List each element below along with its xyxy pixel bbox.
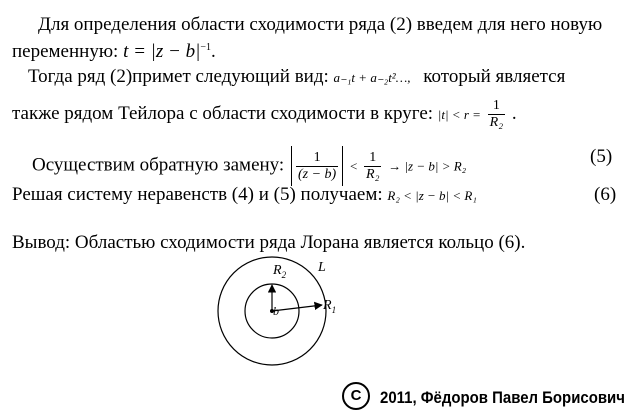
equation-number-6: (6) xyxy=(594,184,617,205)
paragraph-2-line-1 xyxy=(28,66,565,89)
fraction-denominator: R₂ xyxy=(489,115,504,130)
radius-r1-arrow xyxy=(272,305,322,311)
annulus-figure xyxy=(215,255,365,375)
paragraph-3-text: Осуществим обратную замену: xyxy=(32,154,285,176)
fraction-b-denominator: R₂ xyxy=(366,166,380,182)
abs-fraction xyxy=(296,150,338,183)
copyright-icon: C xyxy=(342,382,370,410)
fraction-numerator: 1 xyxy=(488,98,505,115)
annulus-inequality: R₂ < |z − b| < R₁ xyxy=(387,188,477,203)
less-than-sign: < xyxy=(349,158,358,174)
fraction-1-over-r2 xyxy=(488,98,505,131)
circle-condition-end: . xyxy=(511,102,517,124)
paragraph-2-text-c: также рядом Тейлора с области сходимости в круге: xyxy=(12,102,434,124)
fraction-1-over-r2-b xyxy=(364,150,381,183)
conclusion-line: Вывод: Областью сходимости ряда Лорана является кольцо (6). xyxy=(12,232,526,253)
paragraph-1-line-2 xyxy=(12,37,216,63)
paragraph-2-text-a: Тогда ряд (2)примет следующий вид: xyxy=(28,66,329,87)
abs-fraction-denominator: (z − b) xyxy=(297,166,337,182)
fraction-b-numerator: 1 xyxy=(364,150,381,167)
paragraph-1-line-1: Для определения области сходимости ряда (2) введем для него новую xyxy=(38,14,603,35)
abs-fraction-numerator: 1 xyxy=(296,150,338,167)
author-credit: 2011, Фёдоров Павел Борисович xyxy=(380,388,625,407)
paragraph-4-text: Решая систему неравенств (4) и (5) получаем: xyxy=(12,184,383,205)
paragraph-4-line xyxy=(12,184,477,207)
equation-number-5: (5) xyxy=(590,146,613,167)
inverse-result: → |z − b| > R₂ xyxy=(388,158,467,174)
paragraph-2-line-2 xyxy=(12,98,517,131)
label-b: b xyxy=(273,304,279,318)
paragraph-3-line xyxy=(32,146,466,186)
abs-bar-left xyxy=(291,146,292,186)
circle-condition: |t| < r = xyxy=(437,106,481,122)
formula-t: t = |z − b| xyxy=(123,41,201,62)
label-r2: $R_2$ xyxy=(273,263,287,280)
paragraph-1-text: переменную: xyxy=(12,41,119,62)
label-l: L xyxy=(318,260,326,275)
label-r1: $R_1$ xyxy=(323,298,337,315)
formula-t-end: . xyxy=(210,41,216,62)
series-formula: a₋₁t + a₋₂t²…, xyxy=(333,70,411,85)
formula-t-exponent: −1 xyxy=(200,42,211,53)
paragraph-2-text-b: который является xyxy=(423,66,566,87)
abs-bar-right xyxy=(342,146,343,186)
